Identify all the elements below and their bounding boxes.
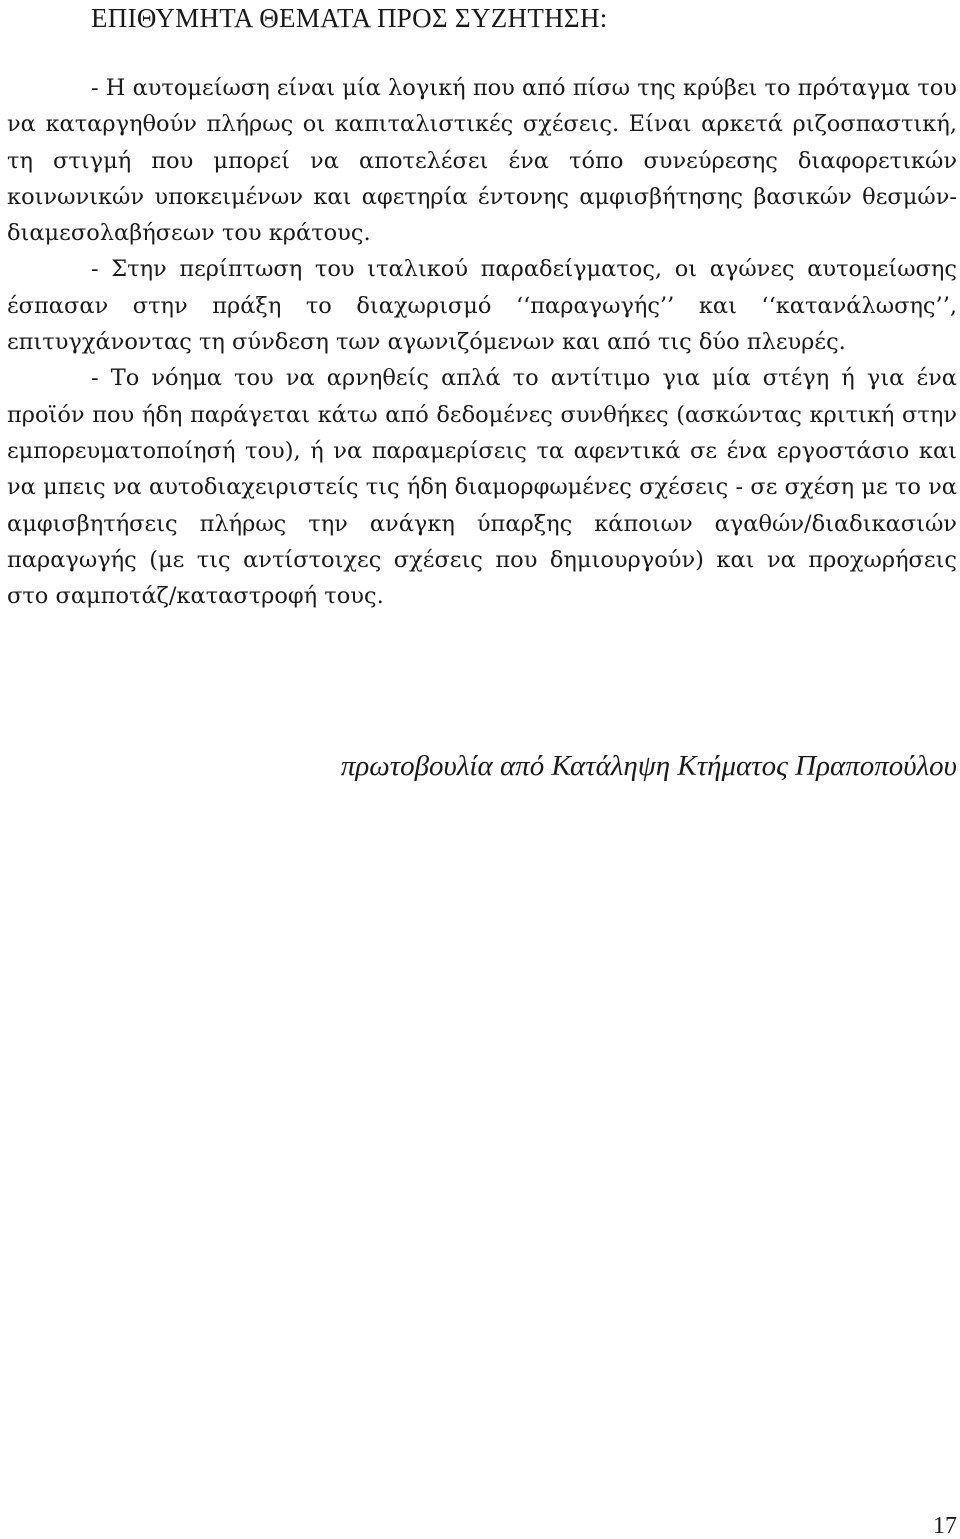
document-page bbox=[7, 0, 957, 1537]
paragraph-meaning-of-refusal: - Το νόημα του να αρνηθείς απλά το αντίτιμο για μία στέγη ή για ένα προϊόν που ήδη παράγεται κάτω από δεδομένες συνθήκες (ασκώντας κριτική στην εμπορευματοποίησή του), ή να παραμερίσεις τα αφεντικά σε ένα εργοστάσιο και να μπεις να αυτοδιαχειριστείς τις ήδη διαμορφωμένες σχέσεις - σε σχέση με το να αμφισβητήσεις πλήρως την ανάγκη ύπαρξης κάποιων αγαθών/διαδικασιών παραγωγής (με τις αντίστοιχες σχέσεις που δημιουργούν) και να προχωρήσεις στο σαμποτάζ/καταστροφή τους. bbox=[7, 365, 957, 610]
section-heading: ΕΠΙΘΥΜΗΤΑ ΘΕΜΑΤΑ ΠΡΟΣ ΣΥΖΗΤΗΣΗ: bbox=[91, 3, 608, 33]
paragraph-italian-example: - Στην περίπτωση του ιταλικού παραδείγματος, οι αγώνες αυτομείωσης έσπασαν στην πράξη το διαχωρισμό ‘‘παραγωγής’’ και ‘‘κατανάλωσης’’, επιτυγχάνοντας τη σύνδεση των αγωνιζόμενων και από τις δύο πλευρές. bbox=[7, 256, 957, 356]
paragraph-self-reduction: - Η αυτομείωση είναι μία λογική που από πίσω της κρύβει το πρόταγμα του να καταργηθούν πλήρως οι καπιταλιστικές σχέσεις. Είναι αρκετά ριζοσπαστική, τη στιγμή που μπορεί να αποτελέσει ένα τόπο συνεύρεσης διαφορετικών κοινωνικών υποκειμένων και αφετηρία έντονης αμφισβήτησης βασικών θεσμών-διαμεσολαβήσεων του κράτους. bbox=[7, 75, 957, 247]
signature: πρωτοβουλία από Κατάληψη Κτήματος Πραποπούλου bbox=[340, 750, 957, 782]
page-number: 17 bbox=[933, 1513, 957, 1539]
body-text bbox=[7, 70, 957, 614]
